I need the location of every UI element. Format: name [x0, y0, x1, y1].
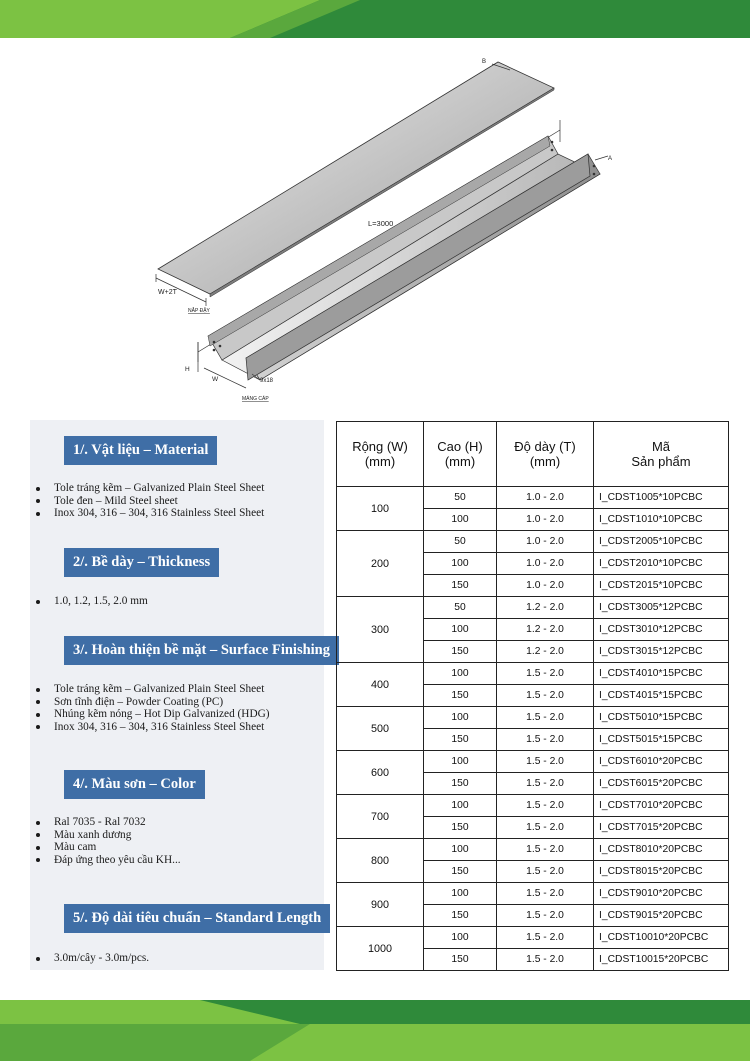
- cell-height: 150: [424, 861, 497, 883]
- cell-thickness: 1.5 - 2.0: [497, 839, 594, 861]
- cell-height: 100: [424, 883, 497, 905]
- cell-height: 50: [424, 487, 497, 509]
- list-item: Tole đen – Mild Steel sheet: [30, 495, 264, 508]
- cell-height: 100: [424, 927, 497, 949]
- label-length: L=3000: [368, 219, 394, 228]
- table-row: [337, 597, 729, 619]
- list-item: Nhúng kẽm nóng – Hot Dip Galvanized (HDG): [30, 708, 270, 721]
- cell-product-code: I_CDST3005*12PCBC: [594, 597, 729, 619]
- cell-width: 700: [337, 795, 424, 839]
- cell-product-code: I_CDST4010*15PCBC: [594, 663, 729, 685]
- cell-height: 100: [424, 795, 497, 817]
- cell-thickness: 1.5 - 2.0: [497, 773, 594, 795]
- cell-thickness: 1.5 - 2.0: [497, 817, 594, 839]
- cell-thickness: 1.5 - 2.0: [497, 751, 594, 773]
- cell-height: 150: [424, 685, 497, 707]
- list-item: Inox 304, 316 – 304, 316 Stainless Steel Sheet: [30, 721, 270, 734]
- list-item: Màu xanh dương: [30, 829, 181, 842]
- cell-height: 50: [424, 597, 497, 619]
- cell-thickness: 1.5 - 2.0: [497, 663, 594, 685]
- label-h: H: [185, 366, 190, 373]
- label-slot: 9x18: [260, 378, 274, 384]
- cell-height: 50: [424, 531, 497, 553]
- cell-product-code: I_CDST6010*20PCBC: [594, 751, 729, 773]
- table-row: [337, 883, 729, 905]
- cell-product-code: I_CDST9015*20PCBC: [594, 905, 729, 927]
- cell-thickness: 1.5 - 2.0: [497, 861, 594, 883]
- cell-product-code: I_CDST1010*10PCBC: [594, 509, 729, 531]
- list-item: Đáp ứng theo yêu cầu KH...: [30, 854, 181, 867]
- color-list: [30, 816, 181, 866]
- cell-width: 200: [337, 531, 424, 597]
- list-item: Tole tráng kẽm – Galvanized Plain Steel Sheet: [30, 482, 264, 495]
- cell-product-code: I_CDST3010*12PCBC: [594, 619, 729, 641]
- cell-height: 150: [424, 773, 497, 795]
- list-item: 3.0m/cây - 3.0m/pcs.: [30, 952, 149, 965]
- cell-width: 800: [337, 839, 424, 883]
- cell-height: 100: [424, 509, 497, 531]
- cell-product-code: I_CDST2015*10PCBC: [594, 575, 729, 597]
- table-row: [337, 707, 729, 729]
- cell-product-code: I_CDST3015*12PCBC: [594, 641, 729, 663]
- cell-height: 150: [424, 817, 497, 839]
- list-item: Tole tráng kẽm – Galvanized Plain Steel Sheet: [30, 683, 270, 696]
- cell-thickness: 1.0 - 2.0: [497, 531, 594, 553]
- cell-product-code: I_CDST4015*15PCBC: [594, 685, 729, 707]
- cell-product-code: I_CDST7015*20PCBC: [594, 817, 729, 839]
- cell-width: 1000: [337, 927, 424, 971]
- cell-thickness: 1.2 - 2.0: [497, 619, 594, 641]
- label-b: B: [482, 59, 487, 65]
- cable-tray-drawing: [140, 50, 620, 410]
- cell-height: 100: [424, 553, 497, 575]
- cell-height: 100: [424, 663, 497, 685]
- material-list: [30, 482, 264, 520]
- cell-thickness: 1.5 - 2.0: [497, 685, 594, 707]
- table-row: [337, 487, 729, 509]
- list-item: Inox 304, 316 – 304, 316 Stainless Steel Sheet: [30, 507, 264, 520]
- cell-product-code: I_CDST5010*15PCBC: [594, 707, 729, 729]
- cell-height: 100: [424, 619, 497, 641]
- section-title-thickness: 2/. Bề dày – Thickness: [64, 548, 219, 577]
- cell-product-code: I_CDST2005*10PCBC: [594, 531, 729, 553]
- section-title-material: 1/. Vật liệu – Material: [64, 436, 217, 465]
- cell-height: 150: [424, 729, 497, 751]
- cell-thickness: 1.2 - 2.0: [497, 641, 594, 663]
- section-title-finishing: 3/. Hoàn thiện bề mặt – Surface Finishing: [64, 636, 339, 665]
- header-width: Rộng (W) (mm): [337, 422, 424, 487]
- cell-product-code: I_CDST6015*20PCBC: [594, 773, 729, 795]
- cell-thickness: 1.0 - 2.0: [497, 487, 594, 509]
- cell-width: 300: [337, 597, 424, 663]
- list-item: Màu cam: [30, 841, 181, 854]
- bottom-green-band: [0, 1000, 750, 1061]
- section-title-color: 4/. Màu sơn – Color: [64, 770, 205, 799]
- table-row: [337, 751, 729, 773]
- cell-height: 150: [424, 575, 497, 597]
- cell-height: 100: [424, 751, 497, 773]
- cell-product-code: I_CDST8010*20PCBC: [594, 839, 729, 861]
- cell-product-code: I_CDST8015*20PCBC: [594, 861, 729, 883]
- table-body: [337, 487, 729, 971]
- cell-thickness: 1.5 - 2.0: [497, 949, 594, 971]
- cell-product-code: I_CDST1005*10PCBC: [594, 487, 729, 509]
- cell-width: 400: [337, 663, 424, 707]
- cell-product-code: I_CDST10015*20PCBC: [594, 949, 729, 971]
- top-green-band: [0, 0, 750, 38]
- table-row: [337, 531, 729, 553]
- cell-width: 500: [337, 707, 424, 751]
- cell-height: 100: [424, 707, 497, 729]
- label-cover: NẮP ĐẬY: [188, 308, 210, 314]
- label-w: W: [212, 376, 219, 383]
- spec-panel: [30, 420, 330, 970]
- cell-width: 100: [337, 487, 424, 531]
- cell-height: 150: [424, 949, 497, 971]
- thickness-list: [30, 595, 148, 608]
- cell-product-code: I_CDST10010*20PCBC: [594, 927, 729, 949]
- table-header-row: [337, 422, 729, 487]
- cell-thickness: 1.2 - 2.0: [497, 597, 594, 619]
- table-row: [337, 839, 729, 861]
- cell-thickness: 1.5 - 2.0: [497, 707, 594, 729]
- label-tray: MÁNG CÁP: [242, 396, 269, 402]
- table-row: [337, 663, 729, 685]
- cell-height: 100: [424, 839, 497, 861]
- list-item: Ral 7035 - Ral 7032: [30, 816, 181, 829]
- cell-product-code: I_CDST9010*20PCBC: [594, 883, 729, 905]
- list-item: 1.0, 1.2, 1.5, 2.0 mm: [30, 595, 148, 608]
- cell-height: 150: [424, 641, 497, 663]
- cell-product-code: I_CDST5015*15PCBC: [594, 729, 729, 751]
- cell-thickness: 1.5 - 2.0: [497, 927, 594, 949]
- header-product-code: Mã Sản phẩm: [594, 422, 729, 487]
- cell-thickness: 1.0 - 2.0: [497, 575, 594, 597]
- cell-width: 600: [337, 751, 424, 795]
- header-thickness: Độ dày (T) (mm): [497, 422, 594, 487]
- cell-thickness: 1.0 - 2.0: [497, 553, 594, 575]
- cell-thickness: 1.5 - 2.0: [497, 905, 594, 927]
- section-title-length: 5/. Độ dài tiêu chuẩn – Standard Length: [64, 904, 330, 933]
- cell-thickness: 1.0 - 2.0: [497, 509, 594, 531]
- list-item: Sơn tĩnh điện – Powder Coating (PC): [30, 696, 270, 709]
- label-a: A: [608, 156, 613, 162]
- header-height: Cao (H) (mm): [424, 422, 497, 487]
- cell-thickness: 1.5 - 2.0: [497, 729, 594, 751]
- cell-product-code: I_CDST7010*20PCBC: [594, 795, 729, 817]
- finishing-list: [30, 683, 270, 733]
- cell-height: 150: [424, 905, 497, 927]
- table-row: [337, 795, 729, 817]
- length-list: [30, 952, 149, 965]
- table-row: [337, 927, 729, 949]
- label-w2t: W+2T: [158, 289, 177, 296]
- cell-width: 900: [337, 883, 424, 927]
- product-table: [336, 421, 729, 971]
- cell-thickness: 1.5 - 2.0: [497, 883, 594, 905]
- cell-thickness: 1.5 - 2.0: [497, 795, 594, 817]
- cell-product-code: I_CDST2010*10PCBC: [594, 553, 729, 575]
